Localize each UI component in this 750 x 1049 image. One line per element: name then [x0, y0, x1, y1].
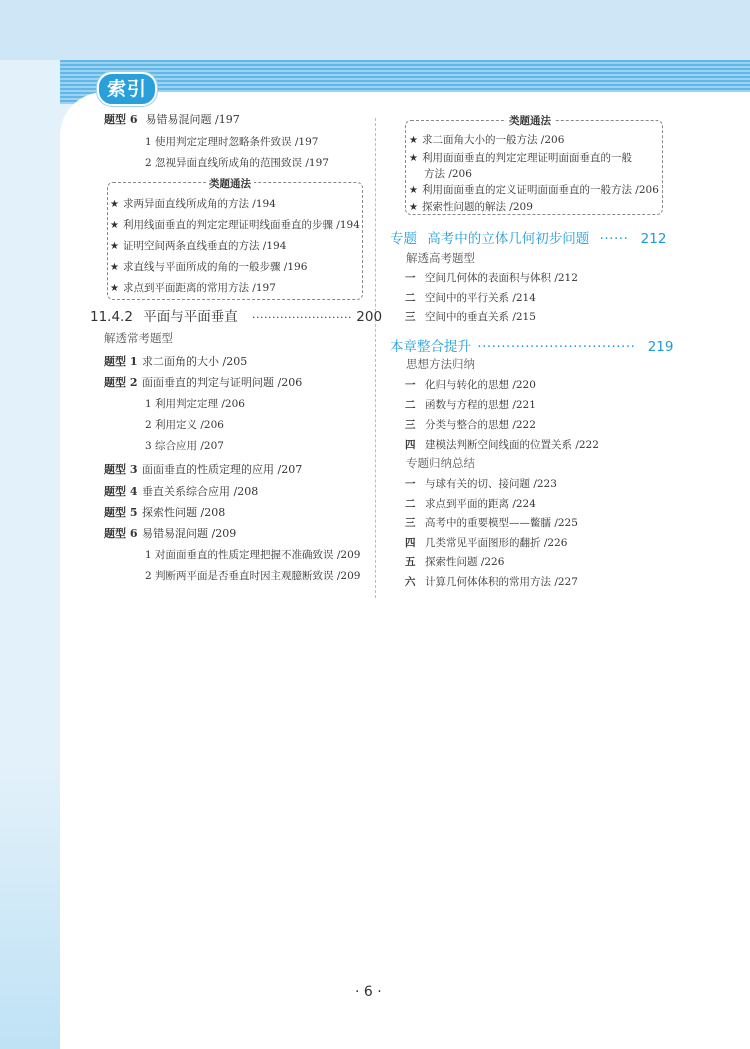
method-text: 求二面角大小的一般方法 /206: [421, 134, 565, 146]
question-type-text: 探索性问题 /208: [142, 506, 226, 519]
star-icon: ★: [110, 199, 119, 210]
method-item[interactable]: [409, 199, 533, 214]
method-item[interactable]: [110, 196, 276, 211]
side-gradient: [0, 760, 60, 1049]
topic-prefix: 专题: [390, 231, 417, 247]
list-item[interactable]: [405, 309, 536, 324]
item-number: 三: [405, 419, 416, 431]
star-icon: ★: [409, 185, 418, 196]
item-text: 分类与整合的思想 /222: [425, 419, 536, 431]
question-type-label: 题型 6: [104, 113, 138, 126]
subitem[interactable]: 3 综合应用 /207: [145, 440, 224, 452]
item-text: 几类常见平面图形的翻折 /226: [425, 537, 568, 549]
item-text: 空间几何体的表面积与体积 /212: [425, 272, 578, 284]
question-type-row[interactable]: [104, 525, 236, 541]
item-number: 六: [405, 576, 416, 588]
question-type-label: 题型 3: [104, 463, 138, 476]
section-heading[interactable]: [90, 305, 382, 325]
item-text: 空间中的垂直关系 /215: [425, 311, 536, 323]
chapter-title: 本章整合提升: [390, 339, 471, 355]
page-number: · 6 ·: [355, 984, 382, 1000]
item-text: 求点到平面的距离 /224: [425, 498, 536, 510]
header-band: [0, 0, 750, 60]
item-number: 四: [405, 537, 416, 549]
subitem[interactable]: 2 利用定义 /206: [145, 419, 224, 431]
star-icon: ★: [110, 262, 119, 273]
question-type-text: 易错易混问题 /209: [142, 527, 237, 540]
question-type-label: 题型 6: [104, 527, 138, 540]
list-item[interactable]: [405, 554, 504, 569]
chapter-dots: ·································: [477, 339, 636, 355]
question-type-row[interactable]: [104, 111, 240, 127]
question-type-text: 易错易混问题 /197: [145, 113, 240, 126]
star-icon: ★: [409, 153, 418, 164]
category-heading: 解透常考题型: [104, 331, 173, 345]
category-heading: 专题归纳总结: [406, 456, 475, 470]
item-text: 空间中的平行关系 /214: [425, 292, 536, 304]
item-text: 化归与转化的思想 /220: [425, 379, 536, 391]
question-type-label: 题型 4: [104, 485, 138, 498]
method-item[interactable]: [409, 132, 564, 147]
item-number: 四: [405, 439, 416, 451]
index-badge: 索引: [97, 72, 157, 106]
item-number: 二: [405, 498, 416, 510]
list-item[interactable]: [405, 515, 578, 530]
topic-title: 高考中的立体几何初步问题: [427, 231, 590, 247]
method-text: 求两异面直线所成角的方法 /194: [122, 198, 276, 210]
list-item[interactable]: [405, 476, 557, 491]
method-text: 利用面面垂直的定义证明面面垂直的一般方法 /206: [421, 184, 659, 196]
topic-heading[interactable]: [390, 227, 666, 247]
method-item[interactable]: [110, 280, 276, 295]
method-item[interactable]: [409, 182, 659, 197]
star-icon: ★: [409, 202, 418, 213]
category-heading: 思想方法归纳: [406, 357, 475, 371]
method-item[interactable]: [110, 259, 307, 274]
star-icon: ★: [110, 283, 119, 294]
topic-dots: ······: [599, 231, 629, 247]
question-type-row[interactable]: [104, 353, 247, 369]
subitem[interactable]: 1 利用判定定理 /206: [145, 398, 245, 410]
chapter-heading[interactable]: [390, 335, 674, 355]
item-text: 与球有关的切、接问题 /223: [425, 478, 557, 490]
column-divider: [375, 118, 376, 598]
method-item[interactable]: [110, 238, 286, 253]
method-item[interactable]: [110, 217, 360, 232]
question-type-row[interactable]: [104, 504, 225, 520]
question-type-label: 题型 5: [104, 506, 138, 519]
item-text: 建模法判断空间线面的位置关系 /222: [425, 439, 599, 451]
question-type-label: 题型 2: [104, 376, 138, 389]
section-title: 平面与平面垂直: [143, 309, 238, 325]
item-text: 探索性问题 /226: [425, 556, 505, 568]
question-type-label: 题型 1: [104, 355, 138, 368]
method-text: 利用面面垂直的判定定理证明面面垂直的一般: [421, 152, 632, 164]
category-heading: 解透高考题型: [406, 251, 475, 265]
method-text: 利用线面垂直的判定定理证明线面垂直的步骤 /194: [122, 219, 360, 231]
method-text: 证明空间两条直线垂直的方法 /194: [122, 240, 287, 252]
item-text: 计算几何体体积的常用方法 /227: [425, 576, 578, 588]
list-item[interactable]: [405, 397, 536, 412]
methods-tag: 类题通法: [206, 176, 254, 191]
method-item[interactable]: [409, 150, 632, 165]
question-type-row[interactable]: [104, 374, 302, 390]
list-item[interactable]: [405, 417, 536, 432]
item-number: 一: [405, 478, 416, 490]
item-text: 函数与方程的思想 /221: [425, 399, 536, 411]
method-item-continued[interactable]: 方法 /206: [424, 168, 472, 180]
chapter-page: 219: [647, 339, 674, 355]
item-number: 二: [405, 292, 416, 304]
star-icon: ★: [409, 135, 418, 146]
item-number: 五: [405, 556, 416, 568]
list-item[interactable]: [405, 377, 536, 392]
subitem[interactable]: 2 判断两平面是否垂直时因主观臆断致误 /209: [145, 570, 361, 582]
list-item[interactable]: [405, 496, 536, 511]
item-number: 三: [405, 517, 416, 529]
question-type-text: 面面垂直的性质定理的应用 /207: [142, 463, 303, 476]
list-item[interactable]: [405, 290, 536, 305]
section-number: 11.4.2: [90, 309, 133, 325]
list-item[interactable]: [405, 270, 578, 285]
subitem[interactable]: 1 对面面垂直的性质定理把握不准确致误 /209: [145, 549, 361, 561]
star-icon: ★: [110, 220, 119, 231]
item-number: 一: [405, 272, 416, 284]
method-text: 探索性问题的解法 /209: [421, 201, 533, 213]
item-number: 二: [405, 399, 416, 411]
subitem[interactable]: 1 使用判定定理时忽略条件致误 /197: [145, 136, 319, 148]
topic-page: 212: [640, 231, 667, 247]
list-item[interactable]: [405, 535, 567, 550]
question-type-text: 求二面角的大小 /205: [142, 355, 248, 368]
subitem[interactable]: 2 忽视异面直线所成角的范围致误 /197: [145, 157, 329, 169]
question-type-row[interactable]: [104, 461, 302, 477]
question-type-row[interactable]: [104, 483, 258, 499]
methods-tag: 类题通法: [506, 113, 554, 128]
section-page: 200: [356, 309, 383, 325]
method-text: 求点到平面距离的常用方法 /197: [122, 282, 276, 294]
item-number: 一: [405, 379, 416, 391]
item-number: 三: [405, 311, 416, 323]
method-text: 求直线与平面所成的角的一般步骤 /196: [122, 261, 308, 273]
section-dots: ·························: [252, 311, 352, 324]
list-item[interactable]: [405, 574, 578, 589]
question-type-text: 面面垂直的判定与证明问题 /206: [142, 376, 303, 389]
question-type-text: 垂直关系综合应用 /208: [142, 485, 259, 498]
item-text: 高考中的重要模型——鳖臑 /225: [425, 517, 578, 529]
star-icon: ★: [110, 241, 119, 252]
list-item[interactable]: [405, 437, 599, 452]
